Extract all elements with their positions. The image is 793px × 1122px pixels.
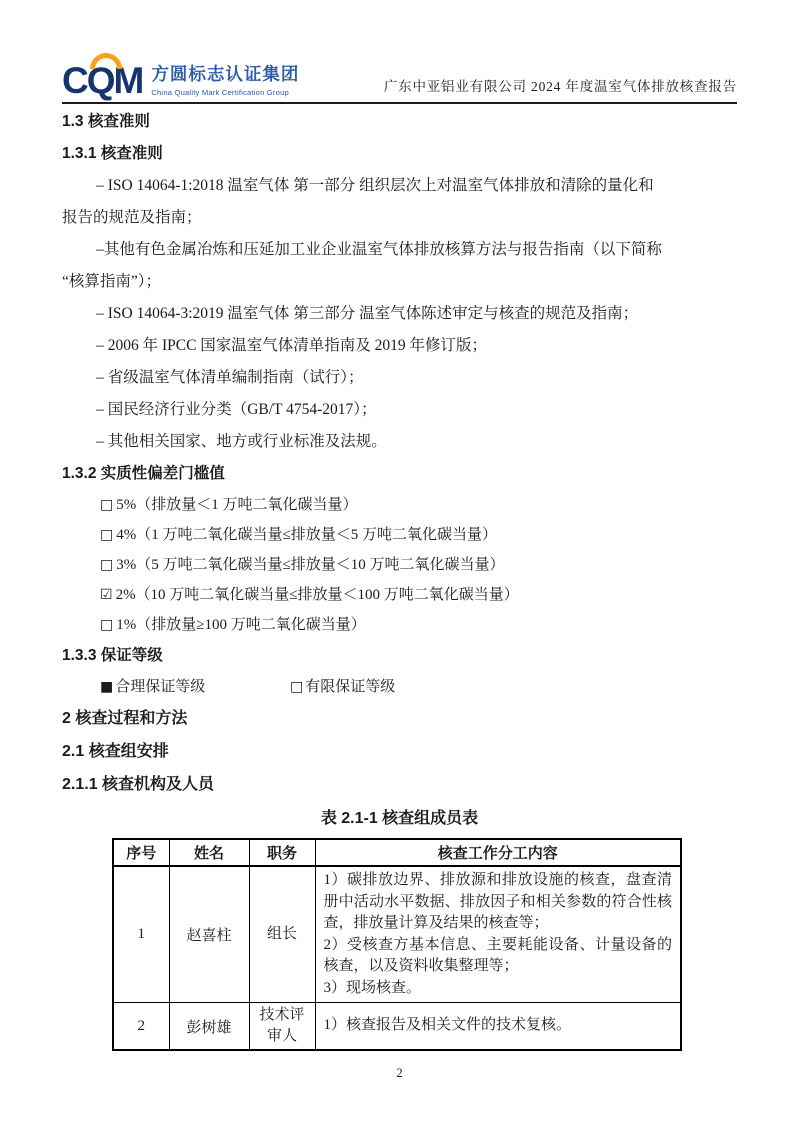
heading-1-3-2: 1.3.2 实质性偏差门槛值: [62, 465, 225, 482]
page-number: 2: [396, 1066, 403, 1080]
logo-abbr-text: CQM: [62, 60, 143, 101]
criteria-bullet: [62, 426, 737, 458]
criteria-bullet: [62, 362, 737, 394]
team-members-table: [112, 838, 682, 1051]
criteria-bullet: [62, 394, 737, 426]
criteria-bullet-line: – 国民经济行业分类（GB/T 4754-2017）；: [96, 401, 377, 418]
heading-1-3-1: 1.3.1 核查准则: [62, 145, 163, 162]
checkbox-icon: □: [100, 527, 114, 543]
col-header-no: 序号: [113, 839, 169, 866]
checkbox-filled-icon: ■: [100, 679, 114, 695]
logo-name-en: China Quality Mark Certification Group: [151, 88, 289, 97]
criteria-bullet-line: – ISO 14064-3:2019 温室气体 第三部分 温室气体陈述审定与核查的规范及指南；: [96, 305, 639, 322]
heading-2-1: 2.1 核查组安排: [62, 743, 169, 760]
checkbox-icon: □: [100, 617, 114, 633]
threshold-label: 4%（1 万吨二氧化碳当量≤排放量＜5 万吨二氧化碳当量）: [116, 527, 497, 543]
criteria-bullet: [62, 330, 737, 362]
duty-line: 1）核查报告及相关文件的技术复核。: [323, 1017, 572, 1034]
col-header-name: 姓名: [169, 839, 249, 866]
criteria-bullet-line: 报告的规范及指南；: [62, 209, 202, 226]
threshold-option-selected: [62, 580, 737, 610]
cqm-logo: [62, 61, 299, 102]
threshold-label: 5%（排放量＜1 万吨二氧化碳当量）: [116, 497, 358, 513]
threshold-option: [62, 520, 737, 550]
cell-role: 技术评审人: [249, 1003, 315, 1051]
table-title: 表 2.1-1 核查组成员表: [320, 810, 479, 827]
heading-1-3: 1.3 核查准则: [62, 113, 150, 130]
col-header-role: 职务: [249, 839, 315, 866]
criteria-bullet-line: –其他有色金属冶炼和压延加工业企业温室气体排放核算方法与报告指南（以下简称: [96, 241, 662, 258]
threshold-option: [62, 610, 737, 640]
duty-line: 1）碳排放边界、排放源和排放设施的核查，盘查清册中活动水平数据、排放因子和相关参数的符合性核查，排放量计算及结果的核查等；: [323, 872, 672, 931]
heading-1-3-3: 1.3.3 保证等级: [62, 647, 163, 664]
duty-line: 2）受核查方基本信息、主要耗能设备、计量设备的核查，以及资料收集整理等；: [323, 936, 672, 974]
assurance-label: 有限保证等级: [305, 679, 396, 695]
threshold-option: [62, 490, 737, 520]
page-header: [62, 0, 737, 104]
cell-role: 组长: [249, 866, 315, 1003]
assurance-option-limited: [290, 672, 395, 702]
document-content: [62, 104, 737, 1081]
doc-title: 广东中亚铝业有限公司 2024 年度温室气体排放核查报告: [383, 79, 737, 94]
cell-duties: [315, 1003, 681, 1051]
heading-2: 2 核查过程和方法: [62, 710, 188, 727]
criteria-bullet: [62, 234, 737, 298]
criteria-bullet-line: – ISO 14064-1:2018 温室气体 第一部分 组织层次上对温室气体排放和清除的量化和: [96, 177, 654, 194]
checkbox-icon: □: [100, 557, 114, 573]
logo-arc-icon: [90, 53, 122, 69]
assurance-options: [62, 672, 737, 702]
col-header-duties: 核查工作分工内容: [315, 839, 681, 866]
table-header-row: [113, 839, 681, 866]
checkbox-icon: □: [100, 497, 114, 513]
cell-name: 彭树雄: [169, 1003, 249, 1051]
cell-no: 1: [113, 866, 169, 1003]
criteria-bullet-line: – 2006 年 IPCC 国家温室气体清单指南及 2019 年修订版；: [96, 337, 488, 354]
checkbox-checked-icon: ☑: [100, 587, 113, 603]
cell-name: 赵喜柱: [169, 866, 249, 1003]
criteria-bullet: [62, 170, 737, 234]
threshold-label: 3%（5 万吨二氧化碳当量≤排放量＜10 万吨二氧化碳当量）: [116, 557, 505, 573]
logo-abbr: [62, 62, 142, 99]
logo-text: [151, 61, 299, 100]
threshold-label: 1%（排放量≥100 万吨二氧化碳当量）: [116, 617, 366, 633]
heading-2-1-1: 2.1.1 核查机构及人员: [62, 776, 215, 793]
duty-line: 3）现场核查。: [323, 979, 422, 996]
cell-duties: [315, 866, 681, 1003]
table-row: [113, 866, 681, 1003]
checkbox-icon: □: [290, 679, 304, 695]
table-row: [113, 1003, 681, 1051]
criteria-bullet: [62, 298, 737, 330]
threshold-option: [62, 550, 737, 580]
cell-no: 2: [113, 1003, 169, 1051]
criteria-bullet-line: “核算指南”）；: [62, 273, 162, 290]
assurance-option-reasonable: [100, 672, 290, 702]
assurance-label: 合理保证等级: [115, 679, 206, 695]
criteria-bullet-line: – 省级温室气体清单编制指南（试行）；: [96, 369, 364, 386]
threshold-label: 2%（10 万吨二氧化碳当量≤排放量＜100 万吨二氧化碳当量）: [115, 587, 519, 603]
criteria-bullet-line: – 其他相关国家、地方或行业标准及法规。: [96, 433, 387, 450]
logo-name-cn: 方圆标志认证集团: [151, 64, 300, 84]
